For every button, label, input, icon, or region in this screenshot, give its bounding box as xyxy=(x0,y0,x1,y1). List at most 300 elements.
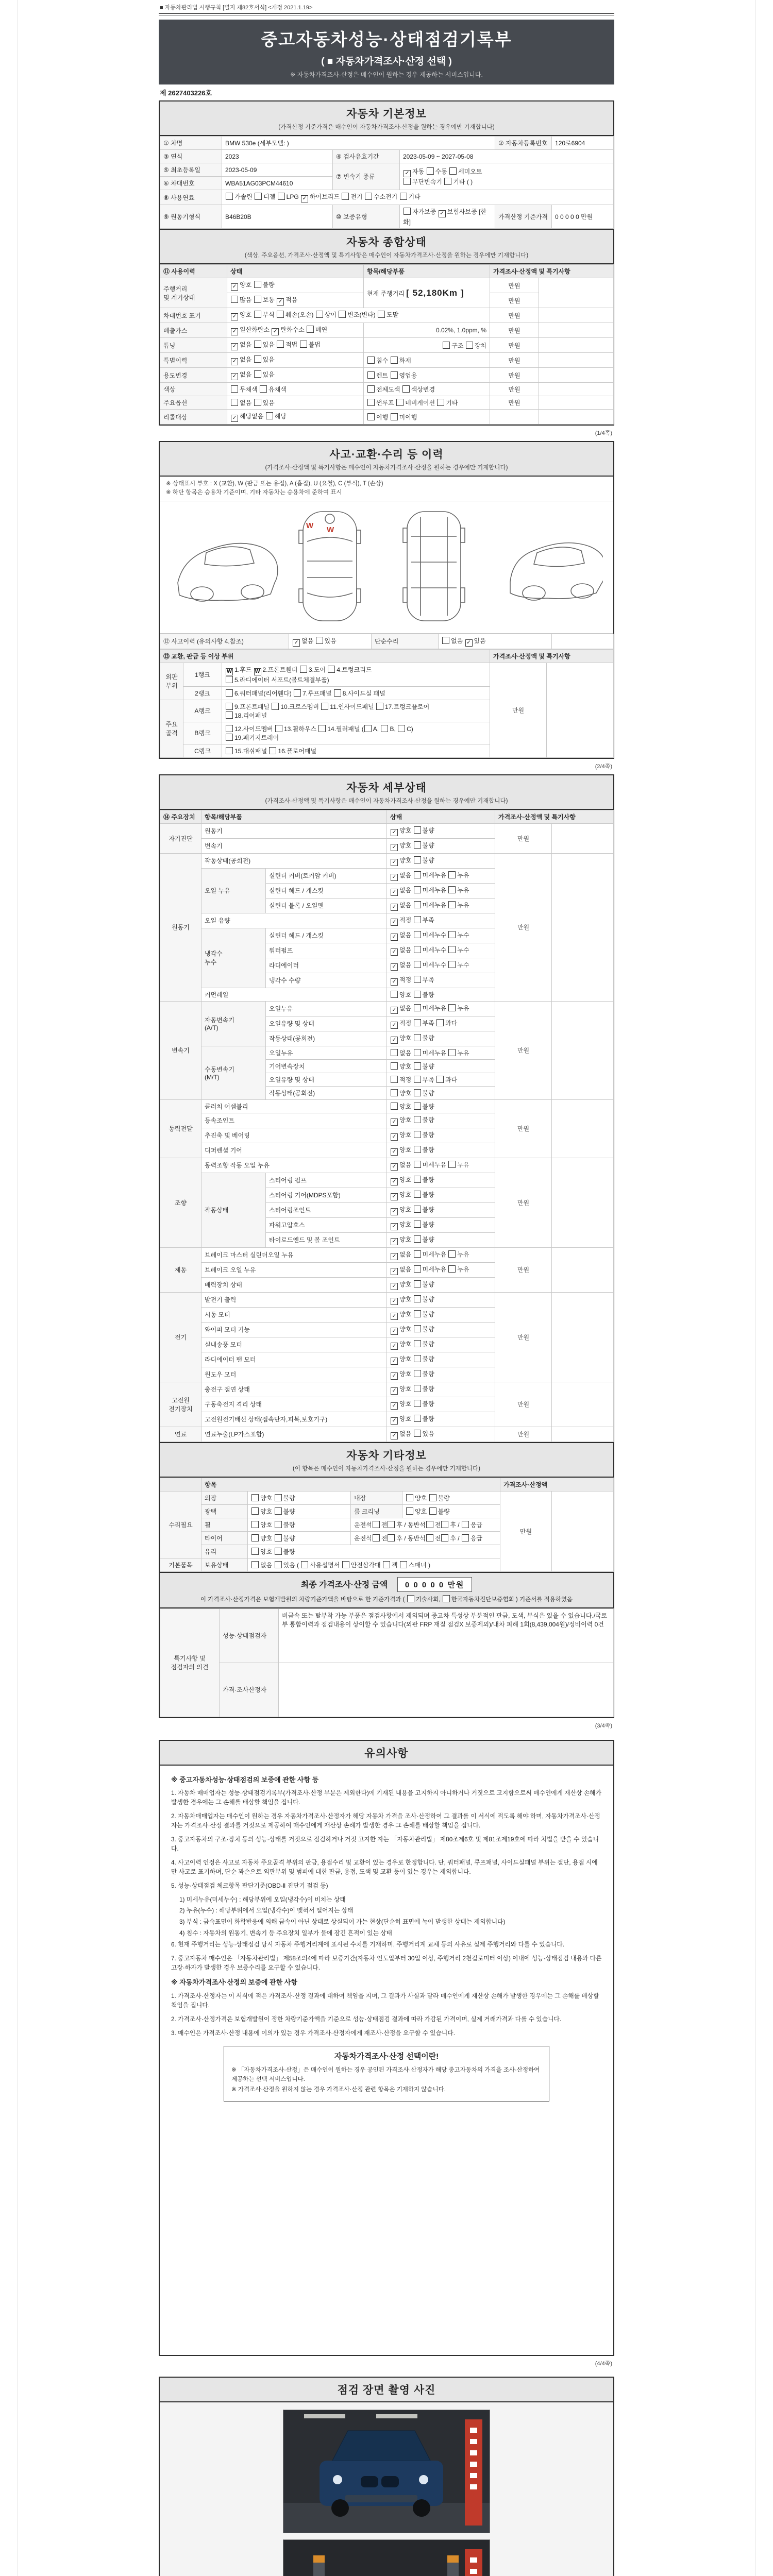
checkbox[interactable] xyxy=(414,1430,421,1437)
checkbox[interactable]: ✓ xyxy=(391,1387,398,1395)
checkbox[interactable] xyxy=(254,399,261,406)
notice-section-header xyxy=(160,1741,613,1766)
checkbox[interactable] xyxy=(391,1076,398,1083)
price-survey-box-line: ※ 「자동차가격조사·산정」은 매수인이 원하는 경우 공인된 가격조사·산정자가 해당 중고자동차의 가격을 조사·산정하여 제공하는 선택 서비스입니다. xyxy=(231,2067,540,2082)
cell xyxy=(552,1292,614,1382)
checkbox[interactable] xyxy=(391,1089,398,1096)
checkbox[interactable]: ✓ xyxy=(391,1133,398,1141)
checkbox[interactable] xyxy=(254,281,261,288)
checkbox[interactable]: ✓ xyxy=(272,328,279,335)
checkbox[interactable] xyxy=(367,371,375,379)
checkbox[interactable]: ✓ xyxy=(391,1208,398,1215)
cell: 만원 xyxy=(500,1491,552,1571)
checkbox[interactable] xyxy=(307,326,314,333)
etc-section-header xyxy=(160,1442,613,1478)
cell: ✓ 없음 미세누유 누유 xyxy=(387,1247,495,1262)
checkbox[interactable] xyxy=(414,1191,421,1198)
checkbox[interactable] xyxy=(414,826,421,834)
checkbox[interactable] xyxy=(414,1415,421,1422)
accident-section-subtitle: (가격조사·산정액 및 특기사항은 매수인이 자동차가격조사·산정을 원하는 경우에만 기재합니다) xyxy=(265,465,508,471)
checkbox[interactable] xyxy=(328,666,335,673)
cell: 단순수리 xyxy=(372,634,439,649)
checkbox[interactable] xyxy=(414,856,421,863)
checkbox[interactable] xyxy=(266,412,273,419)
checkbox[interactable] xyxy=(373,1521,380,1528)
checkbox[interactable]: ✓ xyxy=(391,948,398,956)
checkbox[interactable] xyxy=(275,725,282,732)
checkbox[interactable] xyxy=(436,1019,444,1026)
checkbox[interactable] xyxy=(251,1534,259,1541)
checkbox[interactable] xyxy=(414,1019,421,1026)
checkbox[interactable] xyxy=(367,399,375,406)
checkbox[interactable] xyxy=(448,1265,456,1273)
checkbox[interactable] xyxy=(414,1340,421,1347)
cell xyxy=(552,853,614,1001)
notice-subitem: 3) 부식 : 금속표면이 화학반응에 의해 금속이 아닌 상태로 상실되어 가는 현상(단순히 표면에 녹이 발생한 상태는 제외합니다) xyxy=(179,1918,506,1926)
checkbox[interactable]: ✓ xyxy=(391,1402,398,1410)
cell: ✓ 양호 부식 훼손(오손) 상이 변조(변타) 도말 xyxy=(227,308,490,323)
checkbox[interactable] xyxy=(277,311,284,318)
checkbox[interactable]: ✓ xyxy=(391,1118,398,1126)
checkbox[interactable] xyxy=(226,193,233,200)
checkbox[interactable] xyxy=(391,1103,398,1110)
notice-item: 3. 중고자동차의 구조·장치 등의 성능·상태를 거짓으로 점검하거나 거짓 고지한 자는 「자동차관리법」 제80조제6호 및 제81조제19호에 따라 처벌을 받을 수 있습니다. xyxy=(171,1835,599,1852)
checkbox[interactable] xyxy=(402,385,410,393)
cell: 가솔린 디젤 LPG ✓ 하이브리드 전기 수소전기 기타 xyxy=(222,190,614,205)
checkbox[interactable]: ✓ xyxy=(391,1298,398,1305)
cell: ✓ 양호 불량 xyxy=(387,823,495,838)
checkbox[interactable] xyxy=(391,1062,398,1070)
checkbox[interactable] xyxy=(400,1561,407,1568)
damage-mark-hood: W xyxy=(327,525,334,534)
checkbox[interactable] xyxy=(448,1161,456,1168)
checkbox[interactable] xyxy=(391,1049,398,1056)
checkbox[interactable] xyxy=(429,1507,436,1515)
checkbox[interactable]: ✓ xyxy=(231,415,238,422)
checkbox[interactable] xyxy=(231,385,238,393)
checkbox[interactable] xyxy=(429,1494,436,1501)
cell: 디퍼렌셜 기어 xyxy=(201,1143,387,1158)
checkbox[interactable]: ✓ xyxy=(231,343,238,350)
cell: ✓ 양호 불량 xyxy=(387,1031,495,1046)
form-reference: ■ 자동차관리법 시행규칙 [별지 제82호서식] <개정 2021.1.19> xyxy=(160,5,313,11)
checkbox[interactable] xyxy=(414,901,421,908)
checkbox[interactable] xyxy=(414,1161,421,1168)
checkbox[interactable] xyxy=(414,1089,421,1096)
checkbox[interactable] xyxy=(414,1206,421,1213)
checkbox[interactable] xyxy=(414,976,421,983)
cell: ✓ 없음 있음 xyxy=(227,353,364,368)
checkbox[interactable] xyxy=(254,296,261,303)
cell: ✓ 없음 있음 xyxy=(387,1427,495,1442)
checkbox[interactable] xyxy=(300,666,307,673)
overall-section-header xyxy=(160,229,613,264)
checkbox[interactable] xyxy=(275,1561,282,1568)
checkbox[interactable] xyxy=(251,1494,259,1501)
checkbox[interactable]: ✓ xyxy=(439,210,446,217)
checkbox[interactable] xyxy=(414,1004,421,1011)
checkbox[interactable]: ✓ xyxy=(391,904,398,911)
cell: ✓ 해당없음 해당 xyxy=(227,410,364,425)
checkbox[interactable]: ✓ xyxy=(391,1432,398,1439)
panel-frame-table xyxy=(160,649,614,758)
checkbox[interactable]: ✓ xyxy=(465,639,473,647)
cell: ✓ 양호 불량 xyxy=(387,1292,495,1307)
checkbox[interactable] xyxy=(448,1250,456,1258)
checkbox[interactable] xyxy=(255,193,262,200)
photo-box xyxy=(159,2377,614,2576)
cell: ✓ 없음 미세누유 누유 xyxy=(387,868,495,883)
cell: 클러치 어셈블리 xyxy=(201,1099,387,1113)
checkbox[interactable]: ✓ xyxy=(391,1148,398,1156)
checkbox[interactable] xyxy=(275,1494,282,1501)
cell: 파워고압호스 xyxy=(266,1217,387,1232)
checkbox[interactable] xyxy=(316,637,323,644)
checkbox[interactable]: ✓ xyxy=(404,170,411,177)
checkbox[interactable] xyxy=(407,1595,414,1602)
cell: 차대번호 표기 xyxy=(160,308,227,323)
checkbox[interactable] xyxy=(226,703,233,710)
checkbox[interactable] xyxy=(226,747,233,754)
checkbox[interactable]: ✓ xyxy=(391,919,398,926)
cell: 만원 xyxy=(490,338,539,353)
checkbox[interactable] xyxy=(334,689,341,697)
checkbox[interactable] xyxy=(414,1310,421,1317)
checkbox[interactable]: ✓ xyxy=(277,298,284,306)
cell: 조향 xyxy=(160,1158,201,1247)
checkbox[interactable] xyxy=(414,1221,421,1228)
checkbox[interactable] xyxy=(275,1521,282,1528)
checkbox[interactable] xyxy=(414,1103,421,1110)
cell: 0.02%, 1.0ppm, % xyxy=(364,323,490,338)
cell: ✓ 양호 불량 xyxy=(387,1277,495,1292)
checkbox[interactable] xyxy=(251,1521,259,1528)
checkbox[interactable] xyxy=(294,689,301,697)
cell: 만원 xyxy=(490,396,539,410)
checkbox[interactable] xyxy=(269,747,276,754)
checkbox[interactable] xyxy=(251,1548,259,1555)
cell: 수리필요 xyxy=(160,1491,201,1558)
checkbox[interactable] xyxy=(414,1062,421,1070)
accident-history-box xyxy=(159,441,614,759)
checkbox[interactable] xyxy=(278,193,285,200)
cell: 원동기 xyxy=(201,823,387,838)
checkbox[interactable]: ✓ xyxy=(231,358,238,365)
header-cell: 가격조사·산정액 xyxy=(500,1478,614,1491)
notice-item: 7. 중고자동차 매수인은 「자동차관리법」 제58조의4에 따라 보증기간(자동차 인도일부터 30일 이상, 주행거리 2천킬로미터 이상) 이내에 성능·상태점검 내용과 다른 고장·하자가 발생한 경우 보증수리를 요구할 수 있습니다. xyxy=(171,1955,602,1972)
checkbox[interactable]: ✓ xyxy=(391,1268,398,1275)
cell xyxy=(539,353,614,368)
header-cell: ⑬ 교환, 판금 등 이상 부위 xyxy=(160,649,490,663)
cell: 실내송풍 모터 xyxy=(201,1337,387,1352)
checkbox[interactable] xyxy=(414,1280,421,1287)
checkbox[interactable] xyxy=(367,357,375,364)
checkbox[interactable] xyxy=(443,342,450,349)
cell: 만원 xyxy=(490,368,539,383)
checkbox[interactable] xyxy=(441,1521,448,1528)
checkbox[interactable] xyxy=(448,1049,456,1056)
cell: 비금속 또는 탈부착 가능 부품은 점검사항에서 제외되며 중고차 특성상 부분적인 판금, 도색, 부식은 있을 수 있습니다./국토부 통합이력과 점검내용이 상이할 수 있습니다(외판 FRP 재질 점검X 보증제외)/내차 피해 1회(8,439,004원)/정비이력 0건 xyxy=(279,1608,614,1663)
checkbox[interactable] xyxy=(414,1076,421,1083)
checkbox[interactable] xyxy=(373,1534,380,1541)
checkbox[interactable] xyxy=(462,1534,469,1541)
checkbox[interactable] xyxy=(391,413,398,420)
checkbox[interactable] xyxy=(342,1561,349,1568)
cell: 워터펌프 xyxy=(266,943,387,958)
checkbox[interactable]: ✓ xyxy=(391,1372,398,1380)
checkbox[interactable]: ✓ xyxy=(391,963,398,971)
checkbox[interactable]: ✓ xyxy=(391,1163,398,1171)
checkbox[interactable]: ✓ xyxy=(391,889,398,896)
checkbox[interactable] xyxy=(414,991,421,998)
cell: 15.대쉬패널 16.플로어패널 xyxy=(222,744,490,757)
checkbox[interactable] xyxy=(391,991,398,998)
checkbox[interactable]: ✓ xyxy=(391,1283,398,1290)
checkbox[interactable] xyxy=(414,1250,421,1258)
checkbox[interactable]: ✓ xyxy=(391,1007,398,1014)
checkbox[interactable] xyxy=(318,725,326,732)
checkbox[interactable] xyxy=(414,1325,421,1332)
checkbox[interactable] xyxy=(301,1561,308,1568)
checkbox[interactable] xyxy=(443,1595,450,1602)
price-survey-box-line: ※ 가격조사·산정을 원하지 않는 경우 가격조사·산정 관련 항목은 기재하지 않습니다. xyxy=(231,2087,446,2093)
cell: 배력장치 상태 xyxy=(201,1277,387,1292)
checkbox[interactable]: ✓ xyxy=(391,1313,398,1320)
cell: 0 0 0 0 0 만원 xyxy=(552,205,614,229)
cell: 발전기 출력 xyxy=(201,1292,387,1307)
checkbox[interactable] xyxy=(441,1534,448,1541)
cell: 자기진단 xyxy=(160,823,201,853)
checkbox[interactable] xyxy=(226,676,233,683)
checkbox[interactable] xyxy=(277,341,284,348)
cell: ✓ 없음 미세누유 누유 xyxy=(387,898,495,913)
mileage-value: [ 52,180Km ] xyxy=(406,287,464,298)
checkbox[interactable]: ✓ xyxy=(391,874,398,881)
checkbox[interactable]: ✓ xyxy=(391,978,398,986)
notice-item: 1. 가격조사·산정자는 이 서식에 적은 가격조사·산정 결과에 대하여 책임을 지며, 그 결과가 사실과 달라 매수인에게 재산상 손해가 발생한 경우에는 그 손해를 배상할 책임을 집니다. xyxy=(171,1992,599,2009)
cell xyxy=(539,410,614,425)
cell: 튜닝 xyxy=(160,338,227,353)
checkbox[interactable] xyxy=(448,901,456,908)
checkbox[interactable] xyxy=(226,734,233,741)
checkbox[interactable] xyxy=(427,167,434,175)
overall-section-title: 자동차 종합상태 xyxy=(346,236,427,248)
checkbox[interactable] xyxy=(316,311,323,318)
notice-box xyxy=(159,1740,614,2356)
checkbox[interactable] xyxy=(391,371,398,379)
cell xyxy=(279,1663,614,1717)
cell: ✓ 없음 미세누수 누수 xyxy=(387,928,495,943)
cell: 양호 불량 xyxy=(248,1531,351,1545)
cell: 변속기 xyxy=(160,1001,201,1099)
checkbox[interactable] xyxy=(383,1561,390,1568)
checkbox[interactable] xyxy=(365,193,372,200)
notice-subitem: 4) 침수 : 자동차의 원동기, 변속기 등 주요장치 일부가 물에 잠긴 흔적이 있는 상태 xyxy=(179,1929,392,1937)
detail-state-table xyxy=(160,810,614,1442)
checkbox[interactable] xyxy=(376,703,383,710)
checkbox[interactable] xyxy=(275,1507,282,1515)
checkbox[interactable]: ✓ xyxy=(391,829,398,836)
checkbox[interactable] xyxy=(388,1521,395,1528)
checkbox[interactable] xyxy=(231,399,238,406)
checkbox[interactable] xyxy=(400,193,407,200)
checkbox[interactable]: ✓ xyxy=(231,283,238,291)
checkbox[interactable] xyxy=(275,1534,282,1541)
checkbox[interactable] xyxy=(367,413,375,420)
checkbox[interactable]: ✓ xyxy=(231,313,238,320)
cell: ✓ 양호 불량 xyxy=(387,1113,495,1128)
checkbox[interactable] xyxy=(406,1494,413,1501)
checkbox[interactable] xyxy=(321,703,328,710)
checkbox[interactable]: ✓ xyxy=(231,373,238,380)
cell: 실린더 블록 / 오일팬 xyxy=(266,898,387,913)
checkbox[interactable]: W xyxy=(226,668,233,675)
checkbox[interactable] xyxy=(448,1004,456,1011)
checkbox[interactable]: ✓ xyxy=(293,639,300,647)
checkbox[interactable]: ✓ xyxy=(391,1178,398,1185)
cell: ⑧ 사용연료 xyxy=(160,190,222,205)
checkbox[interactable] xyxy=(251,1561,259,1568)
checkbox[interactable] xyxy=(414,1116,421,1123)
cell: 양호 불량 xyxy=(248,1545,500,1558)
checkbox[interactable] xyxy=(254,370,261,378)
checkbox[interactable] xyxy=(339,311,346,318)
checkbox[interactable] xyxy=(226,725,233,732)
checkbox[interactable] xyxy=(414,886,421,893)
checkbox[interactable] xyxy=(436,1076,444,1083)
checkbox[interactable] xyxy=(254,311,261,318)
etc-section-subtitle: (이 항목은 매수인이 자동차가격조사·산정을 원하는 경우에만 기재합니다) xyxy=(293,1465,480,1472)
checkbox[interactable]: ✓ xyxy=(391,859,398,866)
checkbox[interactable]: ✓ xyxy=(391,1417,398,1425)
cell: ✓ 자동 수동 세미오토 무단변속기 기타 ( ) xyxy=(400,163,614,190)
checkbox[interactable] xyxy=(398,725,405,732)
checkbox[interactable] xyxy=(414,1176,421,1183)
checkbox[interactable] xyxy=(260,385,267,393)
checkbox[interactable] xyxy=(414,1131,421,1138)
checkbox[interactable]: ✓ xyxy=(391,1253,398,1260)
checkbox[interactable]: ✓ xyxy=(391,1022,398,1029)
cell: 전체도색 색상변경 xyxy=(364,383,490,396)
checkbox[interactable] xyxy=(414,1355,421,1362)
checkbox[interactable] xyxy=(448,871,456,878)
photo-section-title: 점검 장면 촬영 사진 xyxy=(337,2384,436,2396)
checkbox[interactable] xyxy=(254,341,261,348)
checkbox[interactable] xyxy=(391,357,398,364)
checkbox[interactable] xyxy=(381,725,388,732)
price-survey-info-box xyxy=(224,2046,549,2101)
checkbox[interactable] xyxy=(275,1548,282,1555)
checkbox[interactable]: ✓ xyxy=(391,844,398,851)
checkbox[interactable] xyxy=(388,1534,395,1541)
cell: 양호 불량 xyxy=(248,1491,351,1504)
checkbox[interactable]: ✓ xyxy=(301,195,308,202)
cell: 배출가스 xyxy=(160,323,227,338)
checkbox[interactable] xyxy=(414,1034,421,1041)
header-cell: 항목 xyxy=(201,1478,500,1491)
checkbox[interactable] xyxy=(404,178,411,185)
checkbox[interactable]: W xyxy=(254,668,261,675)
checkbox[interactable] xyxy=(414,931,421,938)
checkbox[interactable]: ✓ xyxy=(391,934,398,941)
checkbox[interactable] xyxy=(414,871,421,878)
checkbox[interactable] xyxy=(414,1370,421,1377)
cell: 냉각수 수량 xyxy=(266,973,387,988)
checkbox[interactable]: ✓ xyxy=(391,1238,398,1245)
checkbox[interactable]: ✓ xyxy=(391,1223,398,1230)
checkbox[interactable]: ✓ xyxy=(391,1358,398,1365)
checkbox[interactable] xyxy=(448,886,456,893)
checkbox[interactable] xyxy=(414,1295,421,1302)
checkbox[interactable] xyxy=(406,1507,413,1515)
checkbox[interactable] xyxy=(414,841,421,849)
checkbox[interactable] xyxy=(226,689,233,697)
cell: 만원 xyxy=(495,1247,552,1292)
checkbox[interactable]: ✓ xyxy=(391,1193,398,1200)
checkbox[interactable] xyxy=(426,1534,433,1541)
header-cell: 가격조사·산정액 및 특기사항 xyxy=(495,810,614,823)
checkbox[interactable] xyxy=(342,193,349,200)
checkbox[interactable] xyxy=(251,1507,259,1515)
checkbox[interactable] xyxy=(364,725,372,732)
checkbox[interactable] xyxy=(404,208,411,215)
cell: 스티어링조인트 xyxy=(266,1202,387,1217)
final-price-amount: 0 0 0 0 0 만원 xyxy=(397,1577,473,1592)
checkbox[interactable]: ✓ xyxy=(231,328,238,335)
checkbox[interactable] xyxy=(462,1521,469,1528)
cell: ✓ 양호 불량 xyxy=(387,1397,495,1412)
checkbox[interactable] xyxy=(300,341,307,348)
checkbox[interactable] xyxy=(442,637,449,644)
checkbox[interactable] xyxy=(444,178,451,185)
checkbox[interactable] xyxy=(414,1385,421,1392)
checkbox[interactable] xyxy=(414,946,421,953)
cell xyxy=(552,823,614,853)
checkbox[interactable] xyxy=(378,311,385,318)
checkbox[interactable]: ✓ xyxy=(391,1037,398,1044)
checkbox[interactable] xyxy=(272,703,279,710)
checkbox[interactable]: ✓ xyxy=(391,1328,398,1335)
cell: 썬루프 네비게이션 기타 xyxy=(364,396,490,410)
checkbox[interactable] xyxy=(426,1521,433,1528)
checkbox[interactable] xyxy=(448,961,456,968)
cell: 등속조인트 xyxy=(201,1113,387,1128)
checkbox[interactable] xyxy=(396,399,404,406)
checkbox[interactable] xyxy=(437,399,444,406)
checkbox[interactable] xyxy=(226,711,233,719)
checkbox[interactable] xyxy=(254,355,261,363)
checkbox[interactable] xyxy=(414,1049,421,1056)
checkbox[interactable]: ✓ xyxy=(391,1343,398,1350)
cell: 없음 미세누유 누유 xyxy=(387,1046,495,1059)
basic-section-title: 자동차 기본정보 xyxy=(346,108,427,120)
cell: 양호 불량 xyxy=(402,1504,500,1518)
checkbox[interactable] xyxy=(367,385,375,393)
checkbox[interactable] xyxy=(414,1235,421,1243)
checkbox[interactable] xyxy=(231,296,238,303)
checkbox[interactable] xyxy=(448,946,456,953)
checkbox[interactable] xyxy=(414,1146,421,1153)
legend-line-1: ※ 상태표시 부호 : X (교환), W (판금 또는 용접), A (흠집), U (요철), C (부식), T (손상) xyxy=(166,481,383,487)
checkbox[interactable] xyxy=(448,931,456,938)
checkbox[interactable] xyxy=(414,1265,421,1273)
checkbox[interactable] xyxy=(414,916,421,923)
cell xyxy=(539,278,614,308)
checkbox[interactable] xyxy=(449,167,457,175)
checkbox[interactable] xyxy=(414,961,421,968)
checkbox[interactable] xyxy=(414,1400,421,1407)
checkbox[interactable] xyxy=(466,342,473,349)
